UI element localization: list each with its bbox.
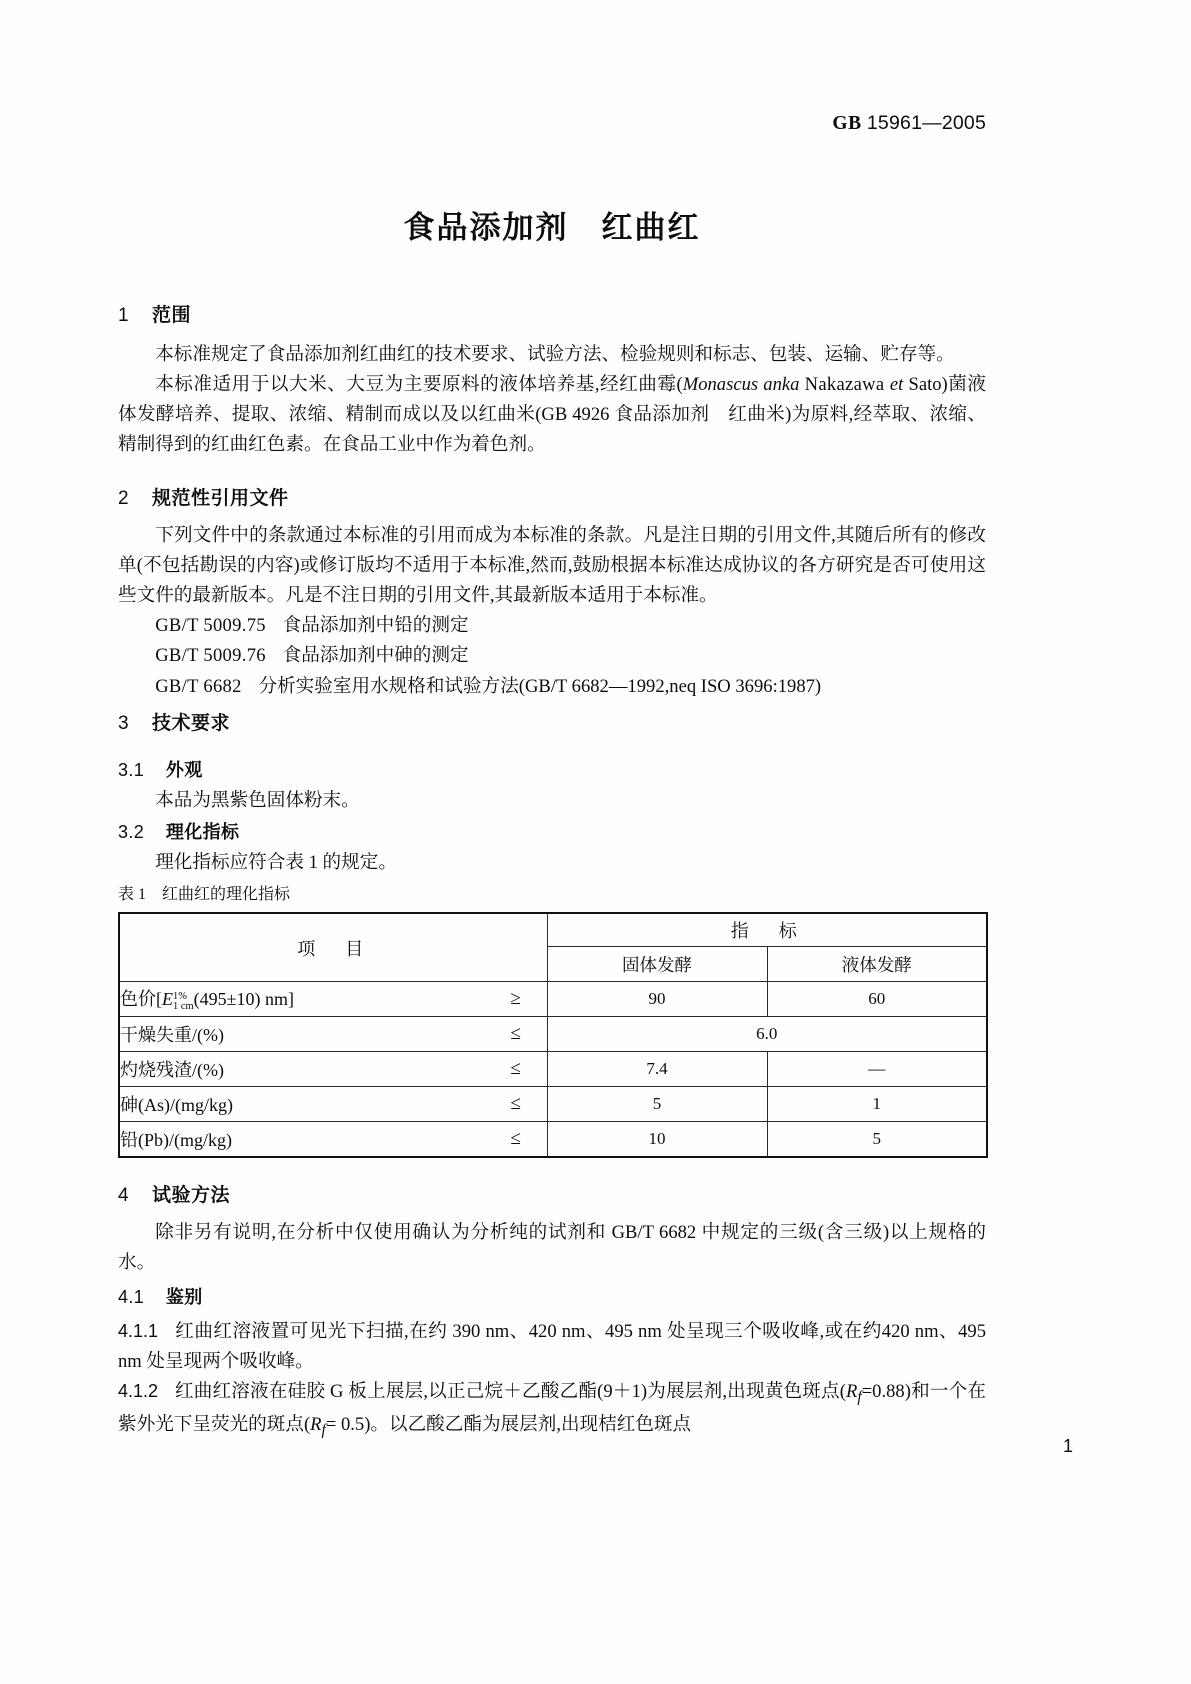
section-2-heading (118, 483, 986, 510)
row-2-item: 干燥失重/(%) (119, 1017, 485, 1052)
table-header-solid-fermentation: 固体发酵 (547, 947, 767, 982)
row-3-solid-value: 7.4 (547, 1052, 767, 1087)
s1-p2-part-c: Sato)菌液体发酵培养、提取、浓缩、精制而成以及以红曲米(GB 4926 食品添加剂 红曲米)为原料,经萃取、浓缩、精制得到的红曲红色素。在食品工业中作为着色剂。 (118, 374, 986, 456)
table-header-liquid-fermentation: 液体发酵 (767, 947, 987, 982)
ref-3-code: GB/T 6682 (155, 675, 242, 697)
row-4-item: 砷(As)/(mg/kg) (119, 1087, 485, 1122)
section-2-paragraph-1: 下列文件中的条款通过本标准的引用而成为本标准的条款。凡是注日期的引用文件,其随后所有的修改单(不包括勘误的内容)或修订版均不适用于本标准,然而,鼓励根据本标准达成协议的各方研究是否可使用这些文件的最新版本。凡是不注日期的引用文件,其最新版本适用于本标准。 (118, 525, 986, 607)
normative-reference-3 (118, 672, 986, 702)
section-3-1-title: 外观 (165, 760, 203, 780)
row-4-operator: ≤ (485, 1087, 547, 1122)
section-3-number: 3 (118, 713, 130, 734)
section-2-title: 规范性引用文件 (151, 488, 289, 509)
row-4-liquid-value: 1 (767, 1087, 987, 1122)
section-3-1-number: 3.1 (118, 760, 145, 780)
row-5-operator: ≤ (485, 1122, 547, 1158)
clause-4-1-2-text-c: = 0.5)。以乙酸乙酯为展层剂,出现桔红色斑点 (325, 1414, 692, 1436)
normative-reference-2 (118, 641, 986, 671)
row-3-item: 灼烧残渣/(%) (119, 1052, 485, 1087)
section-1-title: 范围 (151, 305, 191, 326)
clause-4-1-2-number: 4.1.2 (118, 1381, 159, 1402)
row-5-liquid-value: 5 (767, 1122, 987, 1158)
row-5-item: 铅(Pb)/(mg/kg) (119, 1122, 485, 1158)
section-3-2-text: 理化指标应符合表 1 的规定。 (155, 852, 397, 873)
ref-3-title: 分析实验室用水规格和试验方法(GB/T 6682—1992,neq ISO 3696:1987) (258, 675, 822, 697)
rf-symbol-1: R (846, 1381, 858, 1403)
row-1-supsub (173, 992, 194, 1013)
section-4-heading (118, 1180, 986, 1207)
table-row (119, 982, 987, 1017)
row-2-operator: ≤ (485, 1017, 547, 1052)
standard-mark: GB (832, 113, 862, 134)
section-4-1 (118, 1283, 986, 1309)
row-1-subscript: 1 cm (173, 1001, 194, 1013)
table-caption: 表 1 红曲红的理化指标 (118, 886, 291, 903)
ref-1-title: 食品添加剂中铅的测定 (282, 615, 469, 637)
row-1-superscript: 1% (173, 990, 187, 1002)
running-header (118, 112, 986, 135)
row-1-solid-value: 90 (547, 982, 767, 1017)
clause-4-1-1-text: 红曲红溶液置可见光下扫描,在约 390 nm、420 nm、495 nm 处呈现三个吸收峰,或在约420 nm、495 nm 处呈现两个吸收峰。 (118, 1321, 986, 1373)
rf-subscript-2: f (321, 1421, 326, 1439)
row-3-operator: ≤ (485, 1052, 547, 1087)
s1-p2-species: Monascus anka (682, 374, 800, 396)
ref-2-title: 食品添加剂中砷的测定 (282, 645, 469, 667)
physicochemical-index-table (118, 912, 988, 1158)
section-4-1-number: 4.1 (118, 1287, 145, 1307)
section-4-1-title: 鉴别 (165, 1287, 203, 1307)
table-row (119, 1017, 987, 1052)
row-1-item-prefix: 色价[ (120, 988, 162, 1009)
section-1-number: 1 (118, 305, 130, 326)
section-4-body (118, 1218, 986, 1278)
section-3-2-title: 理化指标 (165, 822, 240, 842)
table-row (119, 1122, 987, 1158)
section-4-1-items (118, 1317, 986, 1443)
row-1-item (119, 982, 485, 1017)
section-4-paragraph-1: 除非另有说明,在分析中仅使用确认为分析纯的试剂和 GB/T 6682 中规定的三级(含三级)以上规格的水。 (118, 1222, 986, 1274)
row-2-merged-value: 6.0 (547, 1017, 987, 1052)
section-2-number: 2 (118, 488, 130, 509)
ref-2-code: GB/T 5009.76 (155, 645, 266, 667)
rf-subscript-1: f (857, 1388, 862, 1406)
table-header-item: 项 目 (119, 913, 547, 982)
table-row (119, 1052, 987, 1087)
table-header-indicator: 指 标 (547, 913, 987, 947)
section-1-body (118, 340, 986, 460)
clause-4-1-2 (118, 1377, 986, 1443)
section-1-paragraph-2 (118, 370, 986, 460)
page-title: 食品添加剂 红曲红 (403, 210, 701, 245)
clause-4-1-1-number: 4.1.1 (118, 1321, 159, 1341)
section-3-1-text: 本品为黑紫色固体粉末。 (155, 790, 360, 811)
row-1-operator: ≥ (485, 982, 547, 1017)
s1-p2-part-b: Nakazawa (804, 374, 890, 396)
spec-table-wrapper (118, 912, 986, 1158)
standard-number: 15961—2005 (866, 112, 986, 134)
rf-symbol-2: R (310, 1414, 322, 1436)
section-3-2 (118, 818, 986, 878)
section-1-heading (118, 300, 986, 327)
row-3-liquid-value: — (767, 1052, 987, 1087)
section-4-title: 试验方法 (151, 1185, 230, 1206)
section-2-body (118, 521, 986, 702)
section-3-1 (118, 756, 986, 816)
s1-p2-et: et (889, 374, 904, 396)
row-1-item-suffix: (495±10) nm] (193, 988, 294, 1009)
row-5-solid-value: 10 (547, 1122, 767, 1158)
row-4-solid-value: 5 (547, 1087, 767, 1122)
section-3-title: 技术要求 (151, 713, 230, 734)
section-1-paragraph-1: 本标准规定了食品添加剂红曲红的技术要求、试验方法、检验规则和标志、包装、运输、贮存等。 (155, 344, 955, 365)
ref-1-code: GB/T 5009.75 (155, 615, 266, 637)
clause-4-1-1 (118, 1317, 986, 1377)
clause-4-1-2-text-a: 红曲红溶液在硅胶 G 板上展层,以正己烷＋乙酸乙酯(9＋1)为展层剂,出现黄色斑点( (174, 1381, 847, 1403)
section-4-number: 4 (118, 1185, 130, 1206)
row-1-liquid-value: 60 (767, 982, 987, 1017)
page-number: 1 (1062, 1436, 1073, 1456)
s1-p2-part-a: 本标准适用于以大米、大豆为主要原料的液体培养基,经红曲霉( (155, 374, 683, 396)
row-1-symbol: E (162, 988, 173, 1009)
section-3-2-number: 3.2 (118, 822, 145, 842)
section-3-heading (118, 708, 986, 735)
table-row (119, 1087, 987, 1122)
normative-reference-1 (118, 611, 986, 641)
clause-4-1-2-text-b: =0.88)和一个在紫外光下呈荧光的斑点( (118, 1381, 987, 1436)
